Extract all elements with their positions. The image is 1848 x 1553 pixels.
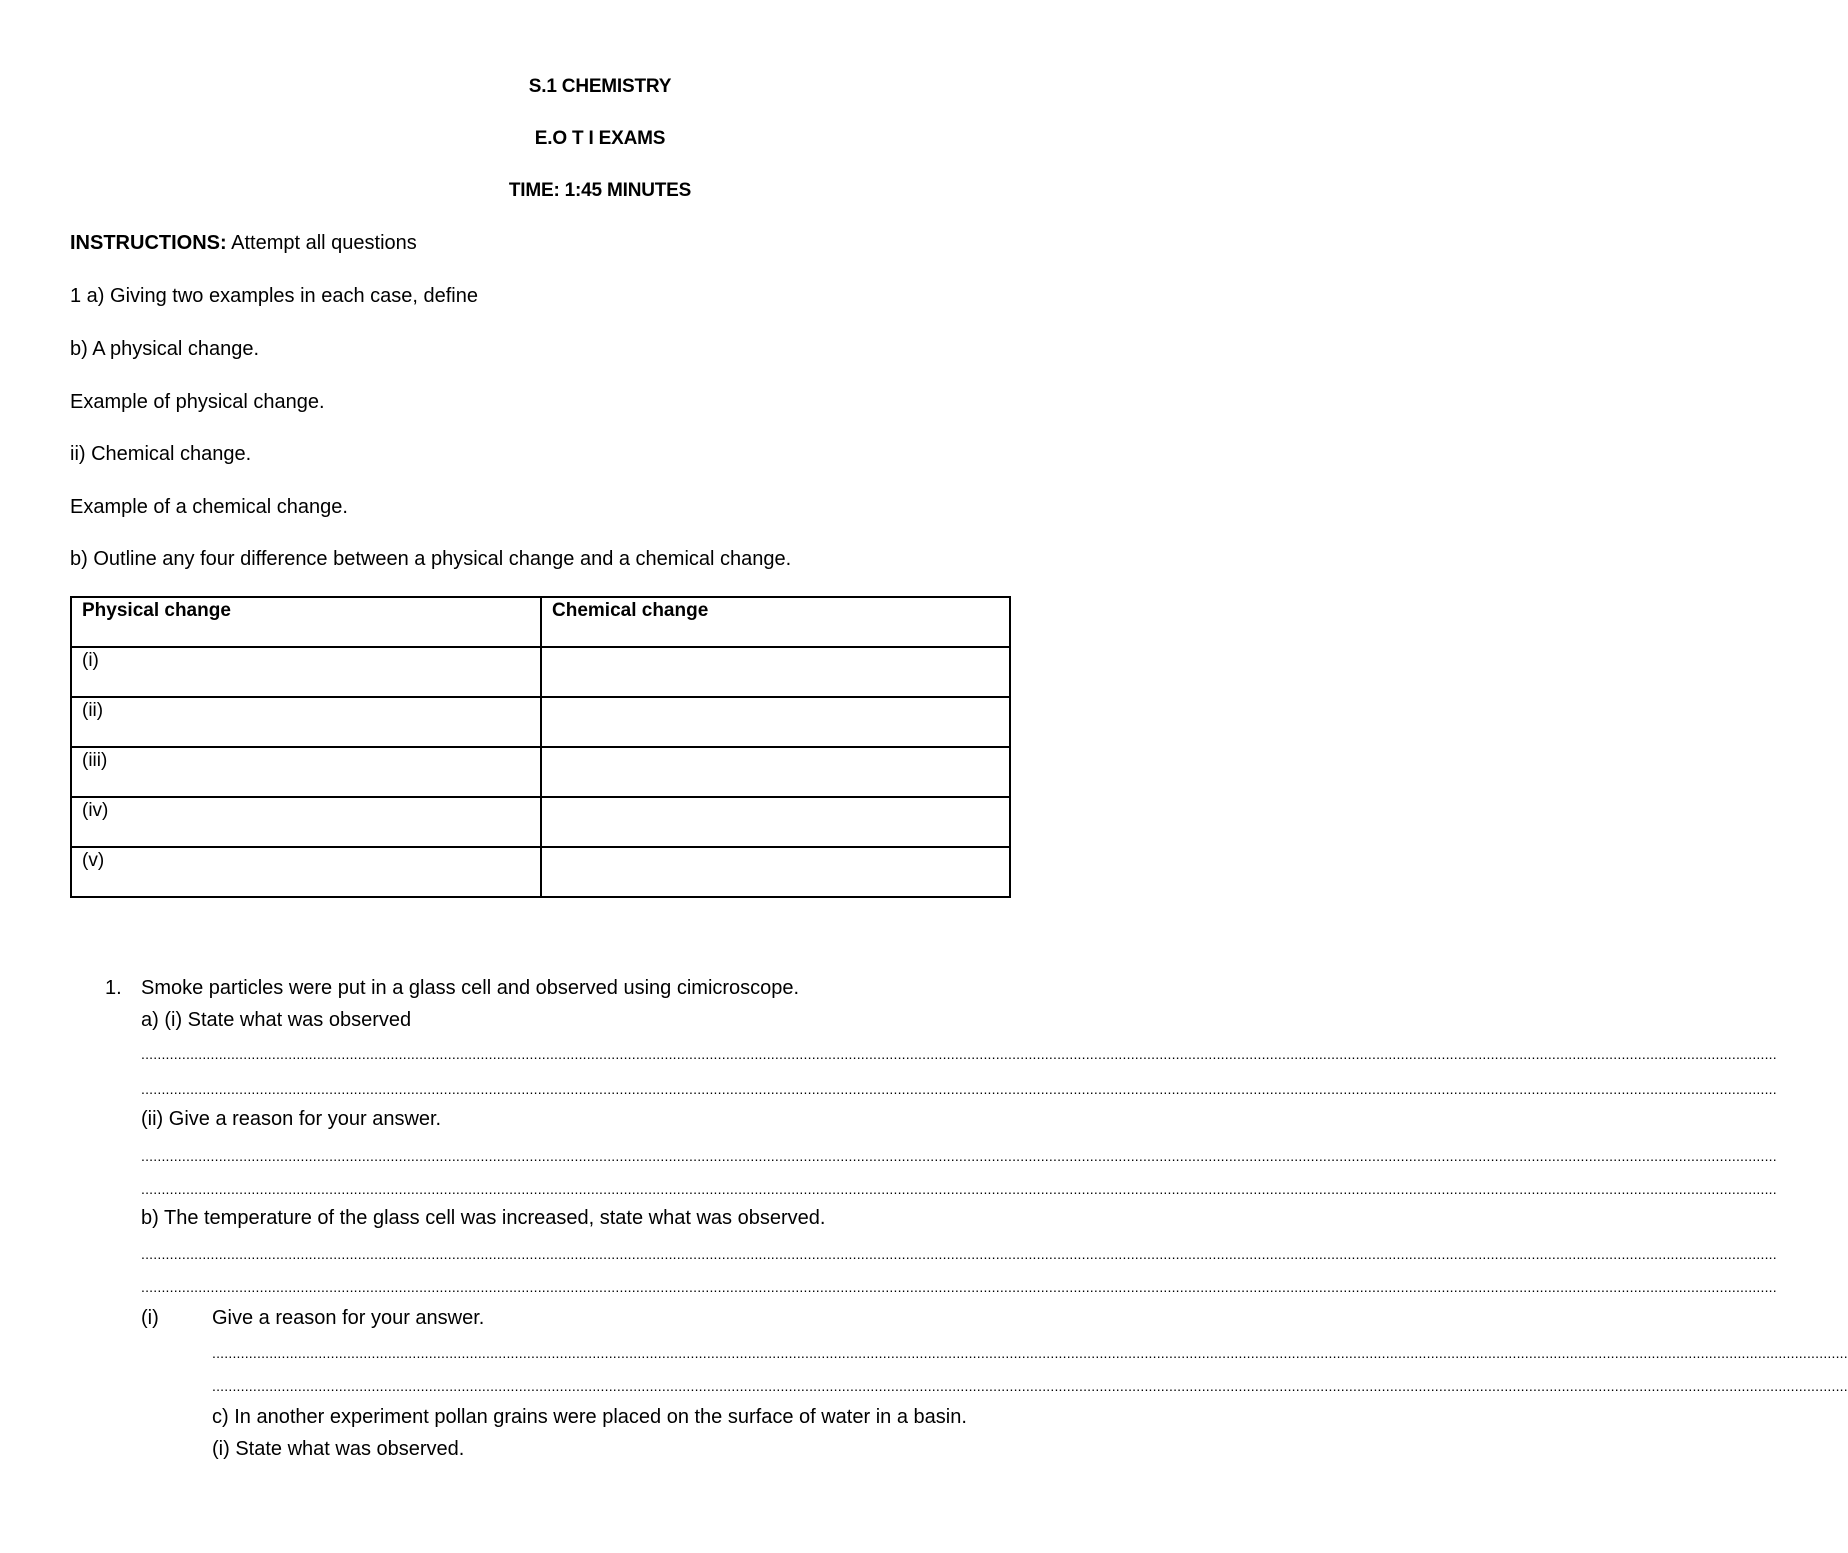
exam-subject-title: S.1 CHEMISTRY [528, 76, 672, 97]
table-row-label: (iv) [71, 797, 541, 847]
table-header-chemical: Chemical change [541, 597, 1010, 647]
table-header-row [71, 597, 1010, 647]
exam-time-title: TIME: 1:45 MINUTES [508, 180, 692, 201]
table-answer-cell [541, 647, 1010, 697]
answer-line: ................................................................................................................................................................................................................................................................................................................................................................................................................ [141, 1181, 1777, 1197]
question-2b-sub-i-text: Give a reason for your answer. [212, 1307, 485, 1329]
question-2c-i: (i) State what was observed. [212, 1438, 465, 1460]
example-chemical-change: Example of a chemical change. [70, 496, 348, 518]
question-2a-i: a) (i) State what was observed [141, 1009, 412, 1031]
question-2c: c) In another experiment pollan grains were placed on the surface of water in a basin. [212, 1406, 967, 1428]
table-answer-cell [541, 847, 1010, 897]
answer-line: ................................................................................................................................................................................................................................................................................................................................................................................................................ [141, 1046, 1777, 1062]
answer-line: ................................................................................................................................................................................................................................................................................................................................................................................................................ [212, 1345, 1848, 1361]
table-row [71, 847, 1010, 897]
table-row-label: (ii) [71, 697, 541, 747]
question-2b: b) The temperature of the glass cell was increased, state what was observed. [141, 1207, 826, 1229]
question-2-number: 1. [105, 977, 122, 999]
difference-table [70, 596, 1011, 898]
exam-name-title: E.O T I EXAMS [534, 128, 666, 149]
question-1b: b) A physical change. [70, 338, 260, 360]
instructions-text: Attempt all questions [226, 232, 417, 254]
answer-line: ................................................................................................................................................................................................................................................................................................................................................................................................................ [141, 1081, 1777, 1097]
table-answer-cell [541, 747, 1010, 797]
table-answer-cell [541, 797, 1010, 847]
answer-line: ................................................................................................................................................................................................................................................................................................................................................................................................................ [141, 1246, 1777, 1262]
question-2-intro: Smoke particles were put in a glass cell and observed using cimicroscope. [141, 977, 800, 999]
table-row-label: (v) [71, 847, 541, 897]
table-row-label: (i) [71, 647, 541, 697]
answer-line: ................................................................................................................................................................................................................................................................................................................................................................................................................ [212, 1378, 1848, 1394]
table-row [71, 647, 1010, 697]
table-row [71, 747, 1010, 797]
question-2a-ii: (ii) Give a reason for your answer. [141, 1108, 442, 1130]
instructions-label: INSTRUCTIONS: [70, 232, 227, 254]
answer-line: ................................................................................................................................................................................................................................................................................................................................................................................................................ [141, 1148, 1777, 1164]
table-answer-cell [541, 697, 1010, 747]
table-row [71, 697, 1010, 747]
question-2b-sub-i-label: (i) [141, 1307, 159, 1329]
example-physical-change: Example of physical change. [70, 391, 325, 413]
question-1ii: ii) Chemical change. [70, 443, 252, 465]
table-row-label: (iii) [71, 747, 541, 797]
question-1a: 1 a) Giving two examples in each case, define [70, 285, 478, 307]
question-1b-outline: b) Outline any four difference between a physical change and a chemical change. [70, 548, 792, 570]
table-row [71, 797, 1010, 847]
instructions-line [70, 232, 417, 255]
answer-line: ................................................................................................................................................................................................................................................................................................................................................................................................................ [141, 1279, 1777, 1295]
table-header-physical: Physical change [71, 597, 541, 647]
